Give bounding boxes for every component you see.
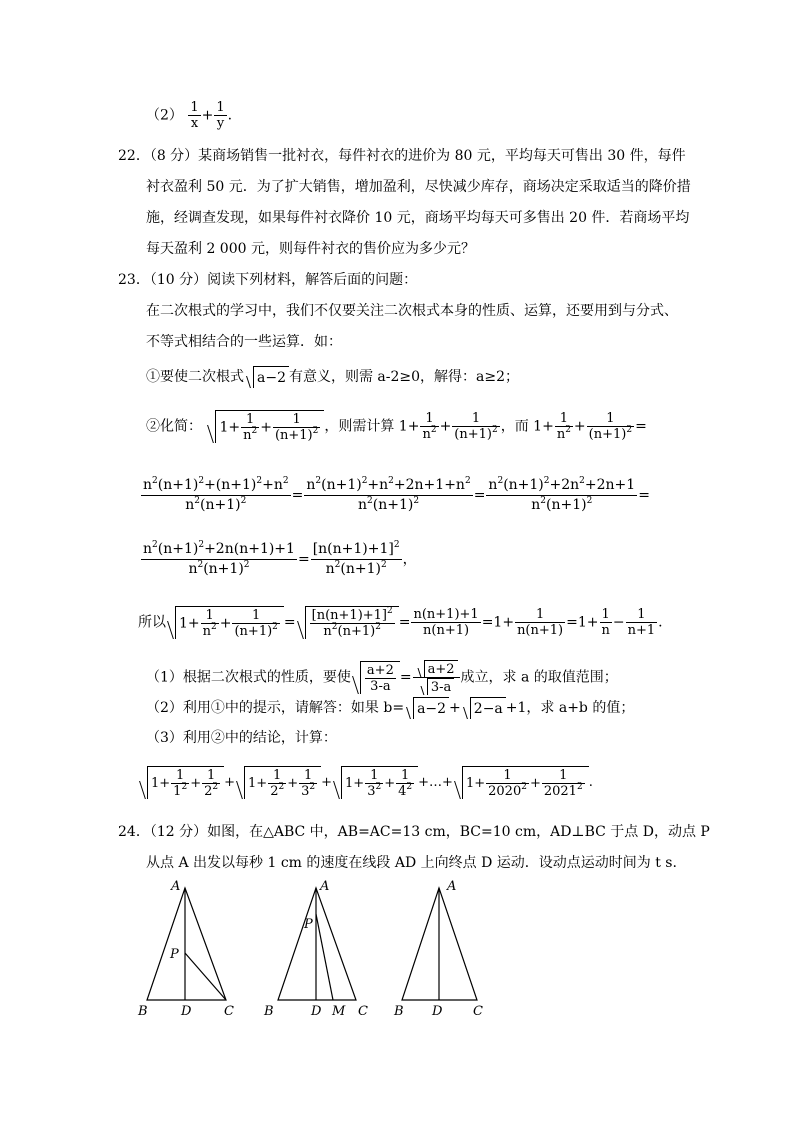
fig1-label-D: D: [181, 1004, 192, 1019]
q23-sum-expression: 1+ $\frac{1}{1^2}$ + $\frac{1}{2^2}$ + 1+ $\frac{1}{2^2}$ + $\frac{1}{3^2}$ + 1+ $\frac{1}{3^2}$ + $\frac{1}{4^2}$ +…+ 1+ $\frac{1}{2020^2}$ + $\frac{1}{2021^2}$ .: [138, 766, 593, 799]
fraction-1-over-x: $\frac{1}{x}$: [190, 100, 199, 131]
fig1-label-B: B: [138, 1004, 148, 1019]
q2-text-b: +1，求 a+b 的值；: [505, 700, 635, 716]
fig3-label-D: D: [432, 1004, 443, 1019]
q21-part2: [146, 100, 232, 131]
fig2-label-M: M: [332, 1004, 346, 1019]
deriv-frac-4: $\frac{n^2(n+1)^2+2n(n+1)+1}{n^2(n+1)^2}$: [143, 540, 295, 577]
comma: ，: [402, 551, 417, 568]
q23-para-2: 不等式相结合的一些运算．如：: [146, 334, 342, 350]
q24-line-1: 24．（12 分）如图，在△ABC 中，AB=AC=13 cm，BC=10 cm，AD⊥BC 于点 D，动点 P: [118, 824, 710, 840]
fig1-label-P: P: [170, 947, 179, 962]
q24-line-2: 从点 A 出发以每秒 1 cm 的速度在线段 AD 上向终点 D 运动．设动点运动时间为 t s.: [146, 855, 677, 871]
fig3-label-A: A: [447, 879, 457, 894]
item2-text-a: ②化简：: [146, 418, 202, 435]
q1-text-b: 成立，求 a 的取值范围；: [460, 669, 618, 686]
figure-3: [390, 876, 500, 1024]
sqrt-frac-q1: $\frac{a+2}{3-a}$: [351, 661, 400, 694]
q23-derivation-2: $\frac{n^2(n+1)^2+2n(n+1)+1}{n^2(n+1)^2}$ = $\frac{[n(n+1)+1]^2}{n^2(n+1)^2}$ ，: [143, 540, 417, 577]
q21-part2-label: （2）: [146, 107, 183, 124]
sqrt-2-minus-a: 2−a: [461, 697, 506, 719]
figure-2: [258, 876, 378, 1024]
q2-text-a: （2）利用①中的提示，请解答：如果 b=: [146, 700, 405, 716]
sqrt-a-minus-2-q2: a−2: [404, 697, 449, 719]
deriv-frac-1: $\frac{n^2(n+1)^2+(n+1)^2+n^2}{n^2(n+1)^2}$: [143, 476, 289, 513]
sqrt-left: 1+ $\frac{1}{n^2}$ + $\frac{1}{(n+1)^2}$: [166, 606, 284, 639]
item2-text-b: ，则需计算: [324, 418, 395, 435]
item1-text-b: 有意义，则需 a-2≥0，解得：a≥2；: [288, 369, 520, 385]
fig2-label-A: A: [320, 879, 330, 894]
fig1-label-A: A: [171, 879, 181, 894]
plus-sign: +: [201, 107, 214, 124]
item2-text-c: ，而: [500, 418, 529, 435]
item1-text-a: ①要使二次根式: [146, 369, 244, 385]
sqrt-a-minus-2: a−2: [244, 366, 289, 388]
q23-para-1: 在二次根式的学习中，我们不仅要关注二次根式本身的性质、运算，还要用到与分式、: [146, 303, 678, 319]
q22-line-3: 施，经调查发现，如果每件衬衣降价 10 元，商场平均每天可多售出 20 件．若商场平均: [146, 210, 690, 226]
fig3-label-C: C: [473, 1004, 483, 1019]
q22-line-1: 22．（8 分）某商场销售一批衬衣，每件衬衣的进价为 80 元，平均每天可售出 30 件，每件: [118, 148, 686, 164]
q23-heading: 23．（10 分）阅读下列材料，解答后面的问题：: [118, 272, 418, 288]
fig2-label-P: P: [304, 917, 313, 932]
q23-item-2: ②化简： 1+ $\frac{1}{n^2}$ + $\frac{1}{(n+1)^2}$ ，则需计算 1+ $\frac{1}{n^2}$ + $\frac{1}{(n+1)^2}$ ，而 1+ $\frac{1}{n^2}$ + $\frac{1}{(n+1)^2}$ =: [146, 411, 647, 443]
fig2-label-B: B: [264, 1004, 274, 1019]
q22-line-4: 每天盈利 2 000 元，则每件衬衣的售价应为多少元？: [146, 241, 475, 257]
so-text: 所以: [138, 614, 166, 631]
fig2-label-D: D: [311, 1004, 322, 1019]
q23-conclusion: 所以 1+ $\frac{1}{n^2}$ + $\frac{1}{(n+1)^2}$ = $\frac{[n(n+1)+1]^2}{n^2(n+1)^2}$ = $\frac{n(n+1)+1}{n(n+1)}$ =1+ $\frac{1}{n(n+1)}$ =1+ $\frac{1}{n}$ − $\frac{1}{n+1}$ .: [138, 606, 663, 639]
sqrt-right: $\frac{[n(n+1)+1]^2}{n^2(n+1)^2}$: [296, 606, 399, 639]
fig1-label-C: C: [224, 1004, 234, 1019]
frac-of-sqrts: $\frac{a+2}{3-a}$: [413, 660, 460, 695]
figure-1: [130, 876, 240, 1024]
deriv-frac-5: $\frac{[n(n+1)+1]^2}{n^2(n+1)^2}$: [312, 540, 400, 577]
fig2-label-C: C: [358, 1004, 368, 1019]
deriv-frac-3: $\frac{n^2(n+1)^2+2n^2+2n+1}{n^2(n+1)^2}$: [488, 476, 636, 513]
q1-text-a: （1）根据二次根式的性质，要使: [146, 669, 351, 686]
fig3-label-B: B: [394, 1004, 404, 1019]
sqrt-expression: 1+ $\frac{1}{n^2}$ + $\frac{1}{(n+1)^2}$: [206, 410, 324, 443]
q23-question-3: （3）利用②中的结论，计算：: [146, 730, 337, 746]
q22-line-2: 衬衣盈利 50 元．为了扩大销售，增加盈利，尽快减少库存，商场决定采取适当的降价措: [146, 179, 691, 195]
q23-question-2: （2）利用①中的提示，请解答：如果 b= a−2 + 2−a +1，求 a+b 的值；: [146, 697, 634, 719]
deriv-frac-2: $\frac{n^2(n+1)^2+n^2+2n+1+n^2}{n^2(n+1)^2}$: [306, 476, 471, 513]
q23-derivation-1: $\frac{n^2(n+1)^2+(n+1)^2+n^2}{n^2(n+1)^2}$ = $\frac{n^2(n+1)^2+n^2+2n+1+n^2}{n^2(n+1)^2}$ = $\frac{n^2(n+1)^2+2n^2+2n+1}{n^2(n+1)^2}$ =: [143, 476, 650, 513]
q23-question-1: （1）根据二次根式的性质，要使 $\frac{a+2}{3-a}$ = $\frac{a+2}{3-a}$ 成立，求 a 的取值范围；: [146, 662, 618, 695]
q23-item-1: [146, 366, 519, 388]
fraction-1-over-y: $\frac{1}{y}$: [216, 100, 225, 131]
equals: =: [635, 418, 647, 435]
period: .: [227, 107, 233, 124]
